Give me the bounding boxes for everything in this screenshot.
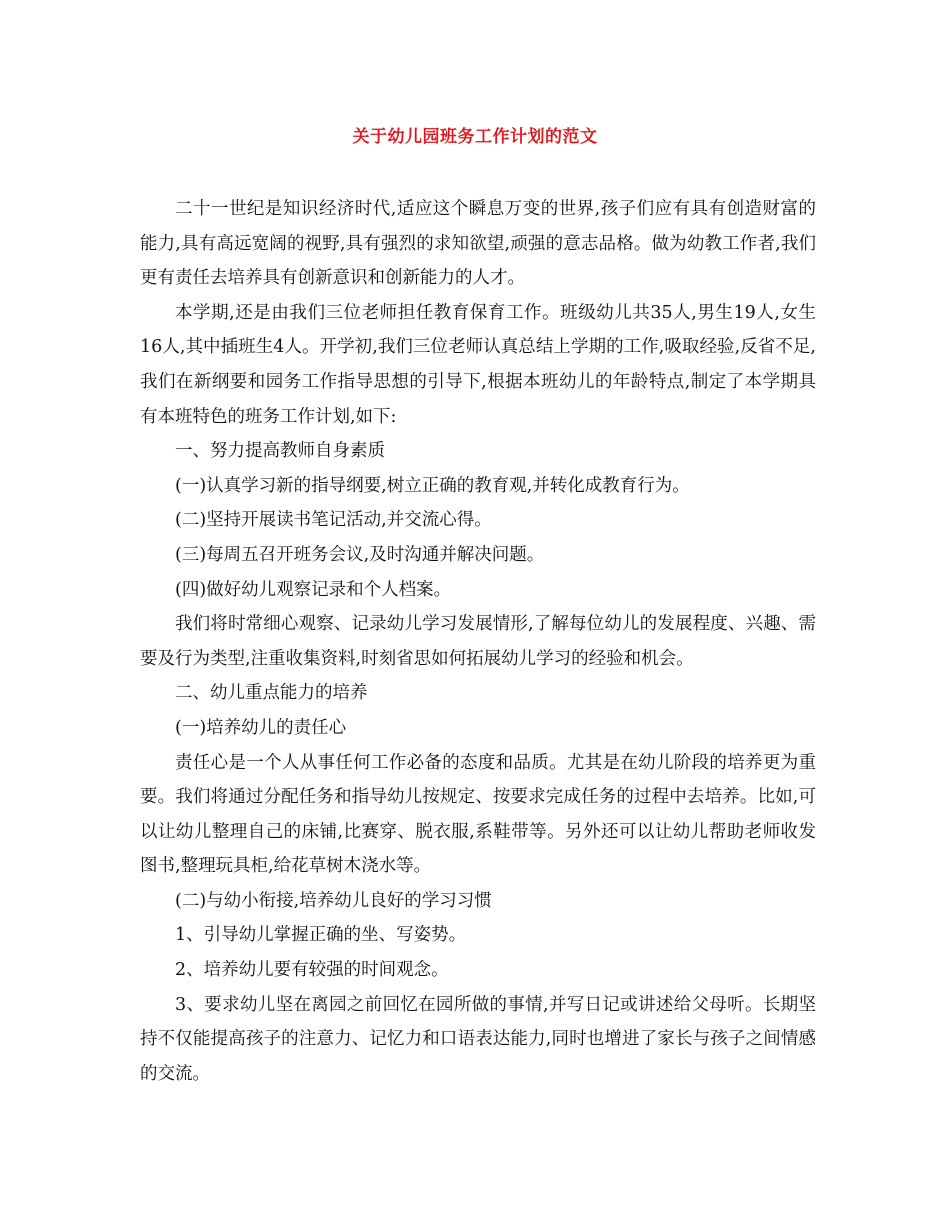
paragraph-responsibility: 责任心是一个人从事任何工作必备的态度和品质。尤其是在幼儿阶段的培养更为重要。我们将通过分配任务和指导幼儿按规定、按要求完成任务的过程中去培养。比如,可以让幼儿整理自己的床铺,比赛穿、脱衣服,系鞋带等。另外还可以让幼儿帮助老师收发图书,整理玩具柜,给花草树木浇水等。	[140, 752, 816, 877]
list-item-2-2-3: 3、要求幼儿坚在离园之前回忆在园所做的事情,并写日记或讲述给父母听。长期坚持不仅能提高孩子的注意力、记忆力和口语表达能力,同时也增进了家长与孩子之间情感的交流。	[140, 994, 816, 1084]
list-item-2-2-1: 1、引导幼儿掌握正确的坐、写姿势。	[175, 925, 467, 946]
section-heading-1: 一、努力提高教师自身素质	[175, 441, 385, 462]
document-title: 关于幼儿园班务工作计划的范文	[352, 127, 598, 147]
subheading-2-2: (二)与幼小衔接,培养幼儿良好的学习习惯	[175, 890, 492, 911]
subheading-2-1: (一)培养幼儿的责任心	[175, 717, 347, 738]
section-heading-2: 二、幼儿重点能力的培养	[175, 683, 368, 704]
list-item-2-2-2: 2、培养幼儿要有较强的时间观念。	[175, 960, 449, 981]
paragraph-class-info: 本学期,还是由我们三位老师担任教育保育工作。班级幼儿共35人,男生19人,女生16人,其中插班生4人。开学初,我们三位老师认真总结上学期的工作,吸取经验,反省不足,我们在新纲要和园务工作指导思想的引导下,根据本班幼儿的年龄特点,制定了本学期具有本班特色的班务工作计划,如下:	[140, 302, 816, 427]
paragraph-observation: 我们将时常细心观察、记录幼儿学习发展情形,了解每位幼儿的发展程度、兴趣、需要及行为类型,注重收集资料,时刻省思如何拓展幼儿学习的经验和机会。	[140, 614, 816, 669]
document-body	[140, 192, 816, 1091]
list-item-1-4: (四)做好幼儿观察记录和个人档案。	[175, 579, 452, 600]
list-item-1-1: (一)认真学习新的指导纲要,树立正确的教育观,并转化成教育行为。	[175, 475, 690, 496]
paragraph-intro: 二十一世纪是知识经济时代,适应这个瞬息万变的世界,孩子们应有具有创造财富的能力,具有高远宽阔的视野,具有强烈的求知欲望,顽强的意志品格。做为幼教工作者,我们更有责任去培养具有创新意识和创新能力的人才。	[140, 199, 816, 289]
list-item-1-2: (二)坚持开展读书笔记活动,并交流心得。	[175, 510, 492, 531]
list-item-1-3: (三)每周五召开班务会议,及时沟通并解决问题。	[175, 544, 545, 565]
